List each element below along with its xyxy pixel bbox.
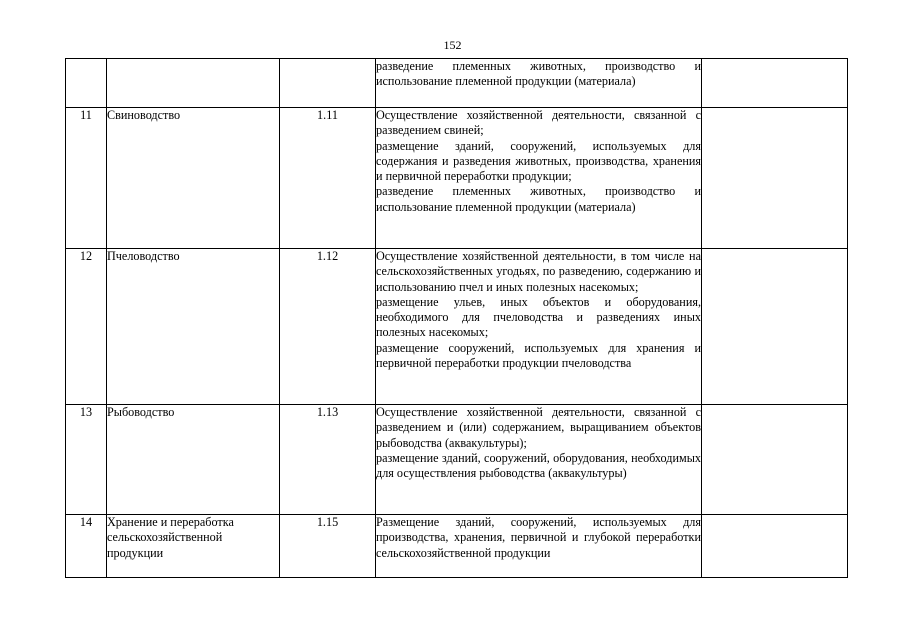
row-code-cell: 1.12 <box>280 249 376 405</box>
table-row <box>66 108 848 249</box>
row-description-cell <box>376 405 702 515</box>
description-paragraph: Осуществление хозяйственной деятельности, связанной с разведением и (или) содержанием, выращиванием объектов рыбоводства (аквакультуры); <box>376 405 701 450</box>
row-code-cell: 1.13 <box>280 405 376 515</box>
row-name-cell: Рыбоводство <box>107 405 280 515</box>
table-row <box>66 405 848 515</box>
land-use-table <box>65 58 848 578</box>
description-paragraph: Размещение зданий, сооружений, используемых для производства, хранения, первичной и глубокой переработки сельскохозяйственной продукции <box>376 515 701 560</box>
row-extra-cell <box>702 249 848 405</box>
row-code-cell: 1.15 <box>280 515 376 578</box>
row-code-cell: 1.11 <box>280 108 376 249</box>
row-description-cell <box>376 249 702 405</box>
description-paragraph: разведение племенных животных, производство и использование племенной продукции (материала) <box>376 184 701 214</box>
row-number-cell: 11 <box>66 108 107 249</box>
row-description-cell <box>376 108 702 249</box>
row-name-cell: Пчеловодство <box>107 249 280 405</box>
description-paragraph: Осуществление хозяйственной деятельности, в том числе на сельскохозяйственных угодьях, по разведению, содержанию и использованию пчел и иных полезных насекомых; <box>376 249 701 294</box>
row-extra-cell <box>702 59 848 108</box>
row-description-cell <box>376 515 702 578</box>
row-name-cell <box>107 59 280 108</box>
row-number-cell: 14 <box>66 515 107 578</box>
row-extra-cell <box>702 405 848 515</box>
description-paragraph: размещение зданий, сооружений, используемых для содержания и разведения животных, производства, хранения и первичной переработки продукции; <box>376 138 701 184</box>
description-paragraph: размещение ульев, иных объектов и оборудования, необходимого для пчеловодства и разведениях иных полезных насекомых; <box>376 294 701 340</box>
row-extra-cell <box>702 108 848 249</box>
table-row-continuation <box>66 59 848 108</box>
row-number-cell <box>66 59 107 108</box>
row-number-cell: 12 <box>66 249 107 405</box>
row-number-cell: 13 <box>66 405 107 515</box>
row-extra-cell <box>702 515 848 578</box>
description-paragraph: размещение сооружений, используемых для хранения и первичной переработки продукции пчеловодства <box>376 340 701 371</box>
page-number: 152 <box>443 38 462 52</box>
description-paragraph: Осуществление хозяйственной деятельности, связанной с разведением свиней; <box>376 108 701 138</box>
description-paragraph: размещение зданий, сооружений, оборудования, необходимых для осуществления рыбоводства (аквакультуры) <box>376 450 701 481</box>
table-row <box>66 249 848 405</box>
description-paragraph: разведение племенных животных, производство и использование племенной продукции (материала) <box>376 59 701 89</box>
row-code-cell <box>280 59 376 108</box>
table-row <box>66 515 848 578</box>
row-description-cell <box>376 59 702 108</box>
row-name-cell: Хранение и переработка сельскохозяйственной продукции <box>107 515 280 578</box>
row-name-cell: Свиноводство <box>107 108 280 249</box>
